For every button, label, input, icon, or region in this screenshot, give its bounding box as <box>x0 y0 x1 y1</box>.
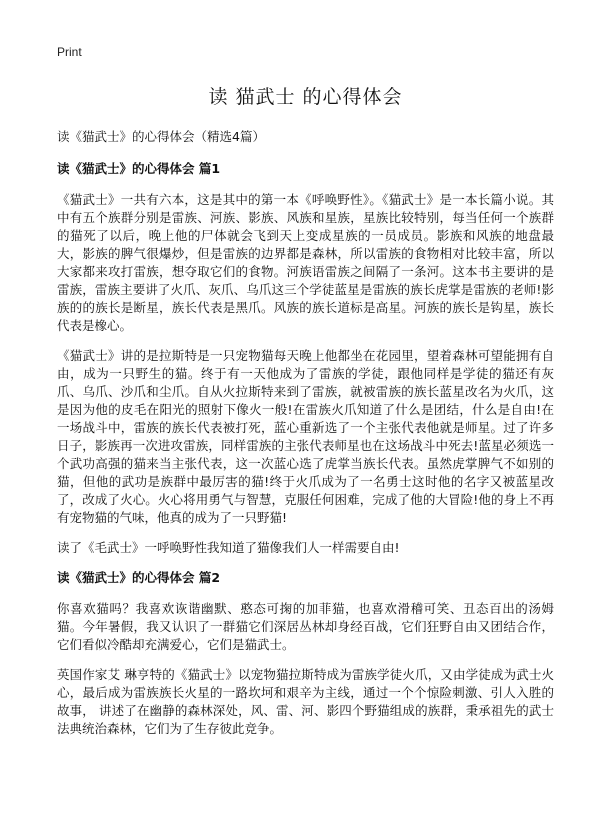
paragraph: 《猫武士》讲的是拉斯特是一只宠物猫每天晚上他都坐在花园里，望着森林可望能拥有自由，成为一只野生的猫。终于有一天他成为了雷族的学徒，跟他同样是学徒的猫还有灰爪、乌爪、沙爪和尘爪。自从火拉斯特来到了雷族，就被雷族的族长蓝星改名为火爪，这是因为他的皮毛在阳光的照射下像火一般!在雷族火爪知道了什么是团结，什么是自由!在一场战斗中，雷族的族长代表被打死，蓝心重新选了一个主张代表他就是师星。过了许多日子，影族再一次进攻雷族，同样雷族的主张代表师星也在这场战斗中死去!蓝星必须选一个武功高强的猫来当主张代表，这一次蓝心选了虎掌当族长代表。虽然虎掌脾气不如别的猫，但他的武功是族群中最厉害的猫!终于火爪成为了一名勇士这时他的名字又被蓝星改了，改成了火心。火心将用勇气与智慧，克服任何困难，完成了他的大冒险!他的身上不再有宠物猫的气味，他真的成为了一只野猫! <box>57 348 554 525</box>
document-title: 读 猫武士 的心得体会 <box>208 86 403 108</box>
document-intro: 读《猫武士》的心得体会（精选4篇） <box>57 129 265 144</box>
paragraph: 英国作家艾 琳亨特的《猫武士》以宠物猫拉斯特成为雷族学徒火爪，又由学徒成为武士火心，最后成为雷族族长火星的一路坎坷和艰辛为主线，通过一个个惊险刺激、引人入胜的故事， 讲述了在幽静的森林深处，风、雷、河、影四个野猫组成的族群，秉承祖先的武士法典统治森林，它们为了生存彼此竞争。 <box>57 667 554 736</box>
paragraph: 《猫武士》一共有六本，这是其中的第一本《呼唤野性》。《猫武士》是一本长篇小说。其中有五个族群分别是雷族、河族、影族、风族和星族，星族比较特别，每当任何一个族群的猫死了以后，晚上他的尸体就会飞到天上变成星族的一员成员。影族和风族的地盘最大，影族的脾气很爆炒，但是雷族的边界都是森林，所以雷族的食物相对比较丰富，所以大家都来攻打雷族，想夺取它们的食物。河族语雷族之间隔了一条河。这本书主要讲的是雷族，雷族主要讲了火爪、灰爪、乌爪这三个学徒蓝星是雷族的族长虎掌是雷族的老师!影族的的族长是断星，族长代表是黑爪。风族的族长道标是高星。河族的族长是钩星，族长代表是橡心。 <box>57 192 554 333</box>
section-2 <box>57 569 554 738</box>
section-1 <box>57 160 554 557</box>
print-link[interactable]: Print <box>57 45 82 59</box>
section-heading: 读《猫武士》的心得体会 篇1 <box>57 161 221 176</box>
section-heading: 读《猫武士》的心得体会 篇2 <box>57 570 221 585</box>
paragraph: 你喜欢猫吗？我喜欢诙谐幽默、憨态可掬的加菲猫，也喜欢滑稽可笑、丑态百出的汤姆猫。今年暑假，我又认识了一群猫它们深居丛林却身经百战，它们狂野自由又团结合作，它们看似冷酷却充满爱心，它们是猫武士。 <box>57 601 554 652</box>
paragraph: 读了《毛武士》一呼唤野性我知道了猫像我们人一样需要自由! <box>57 540 400 555</box>
